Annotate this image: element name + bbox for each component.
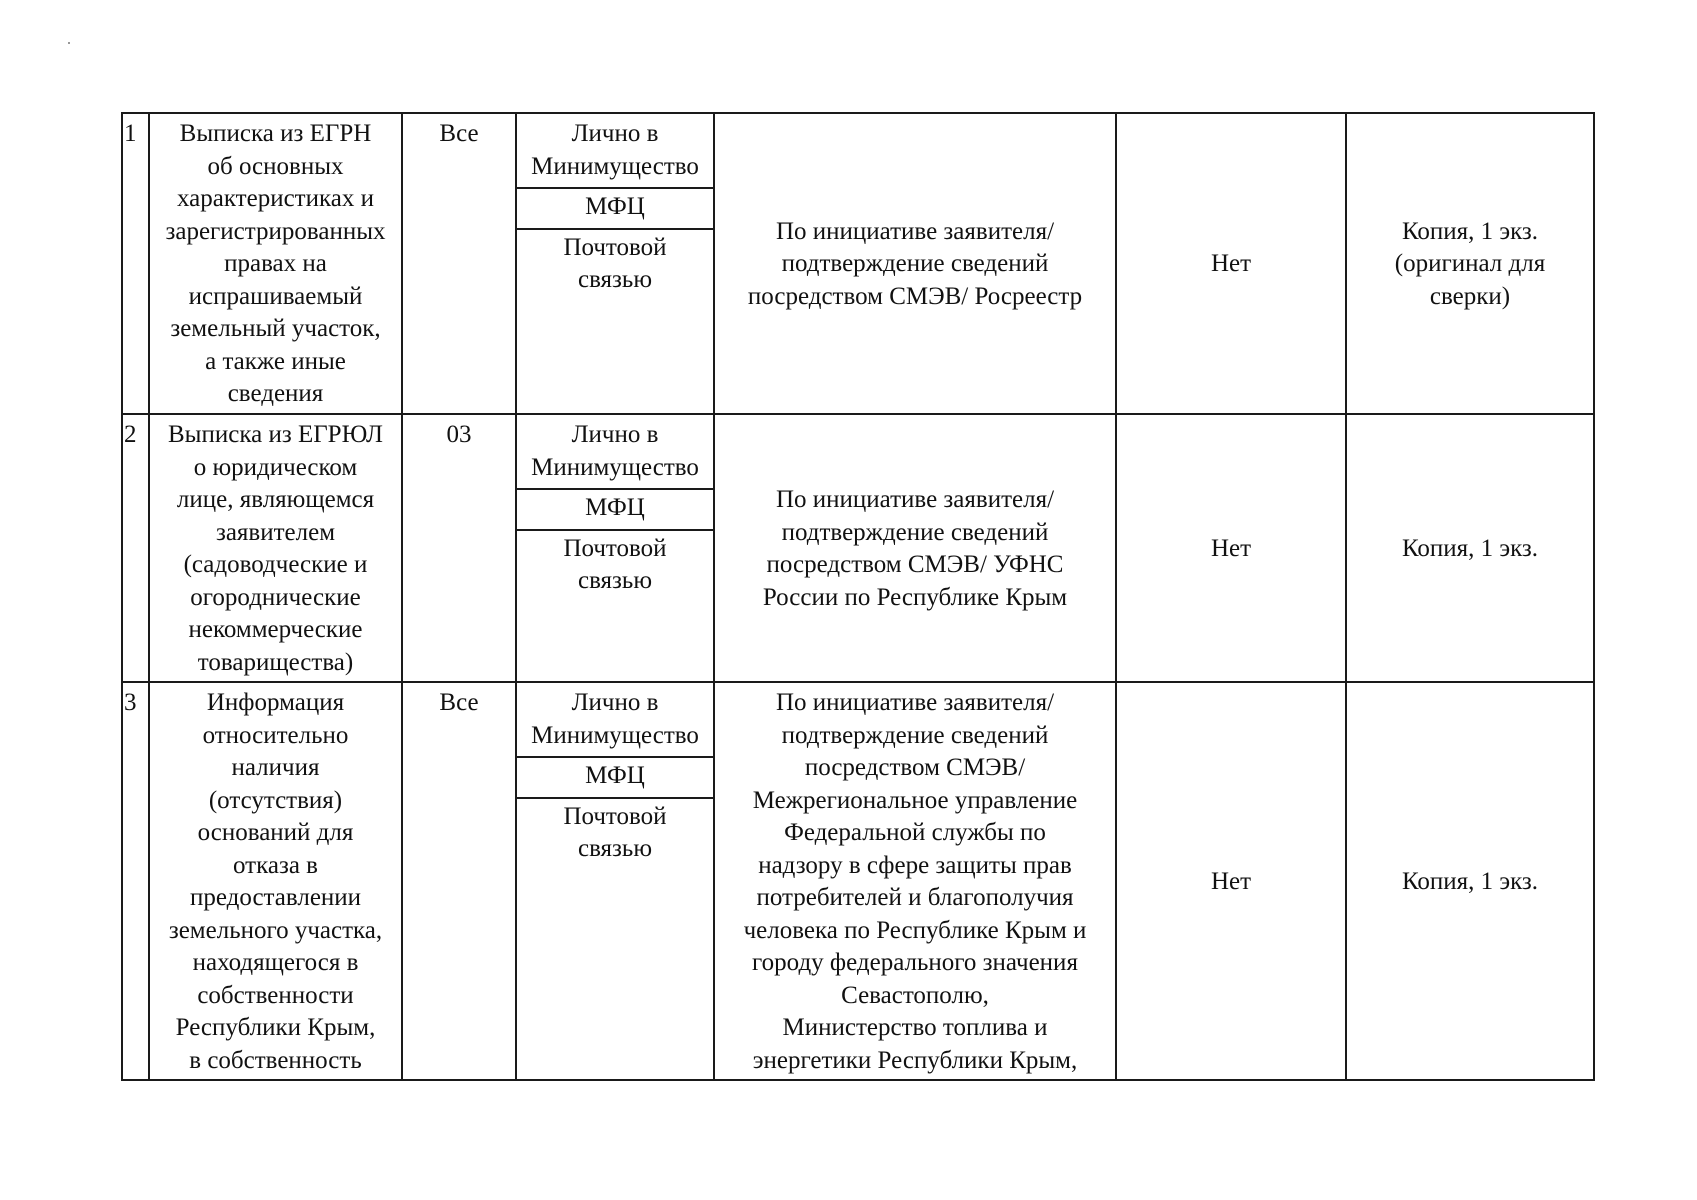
document-name: Информация относительно наличия (отсутствия) оснований для отказа в предоставлении земельного участка, находящегося в собственности Республики Крым, в собственность [149,682,402,1080]
scan-artifact [68,42,70,44]
table-row [122,682,1594,1080]
document-name: Выписка из ЕГРН об основных характеристиках и зарегистрированных правах на испрашиваемый земельный участок, а также иные сведения [149,113,402,414]
row-number: 1 [122,113,149,414]
document-form: Копия, 1 экз. [1346,414,1594,682]
row-number: 3 [122,682,149,1080]
applicant-category: Все [402,113,516,414]
document-form: Копия, 1 экз. (оригинал для сверки) [1346,113,1594,414]
applicant-category: Все [402,682,516,1080]
way-mfc: МФЦ [517,187,713,228]
way-post: Почтовой связью [517,529,713,602]
submission-basis: По инициативе заявителя/ подтверждение сведений посредством СМЭВ/ УФНС России по Республике Крым [714,414,1116,682]
way-mfc: МФЦ [517,488,713,529]
required-flag: Нет [1116,113,1346,414]
table-row [122,113,1594,414]
required-flag: Нет [1116,682,1346,1080]
submission-basis: По инициативе заявителя/ подтверждение сведений посредством СМЭВ/ Межрегиональное управление Федеральной службы по надзору в сфере защиты прав потребителей и благополучия человека по Республике Крым и городу федерального значения Севастополю, Министерство топлива и энергетики Республики Крым, [714,682,1116,1080]
way-in-person: Лично в Минимущество [531,689,699,749]
submission-ways [516,113,714,414]
row-number: 2 [122,414,149,682]
way-post: Почтовой связью [517,228,713,301]
documents-table [121,112,1595,1081]
document-name: Выписка из ЕГРЮЛ о юридическом лице, являющемся заявителем (садоводческие и огороднические некоммерческие товарищества) [149,414,402,682]
applicant-category: 03 [402,414,516,682]
required-flag: Нет [1116,414,1346,682]
table-row [122,414,1594,682]
way-in-person: Лично в Минимущество [531,421,699,481]
way-post: Почтовой связью [517,797,713,870]
submission-basis: По инициативе заявителя/ подтверждение сведений посредством СМЭВ/ Росреестр [714,113,1116,414]
way-in-person: Лично в Минимущество [531,120,699,180]
way-mfc: МФЦ [517,756,713,797]
document-form: Копия, 1 экз. [1346,682,1594,1080]
submission-ways [516,414,714,682]
submission-ways [516,682,714,1080]
